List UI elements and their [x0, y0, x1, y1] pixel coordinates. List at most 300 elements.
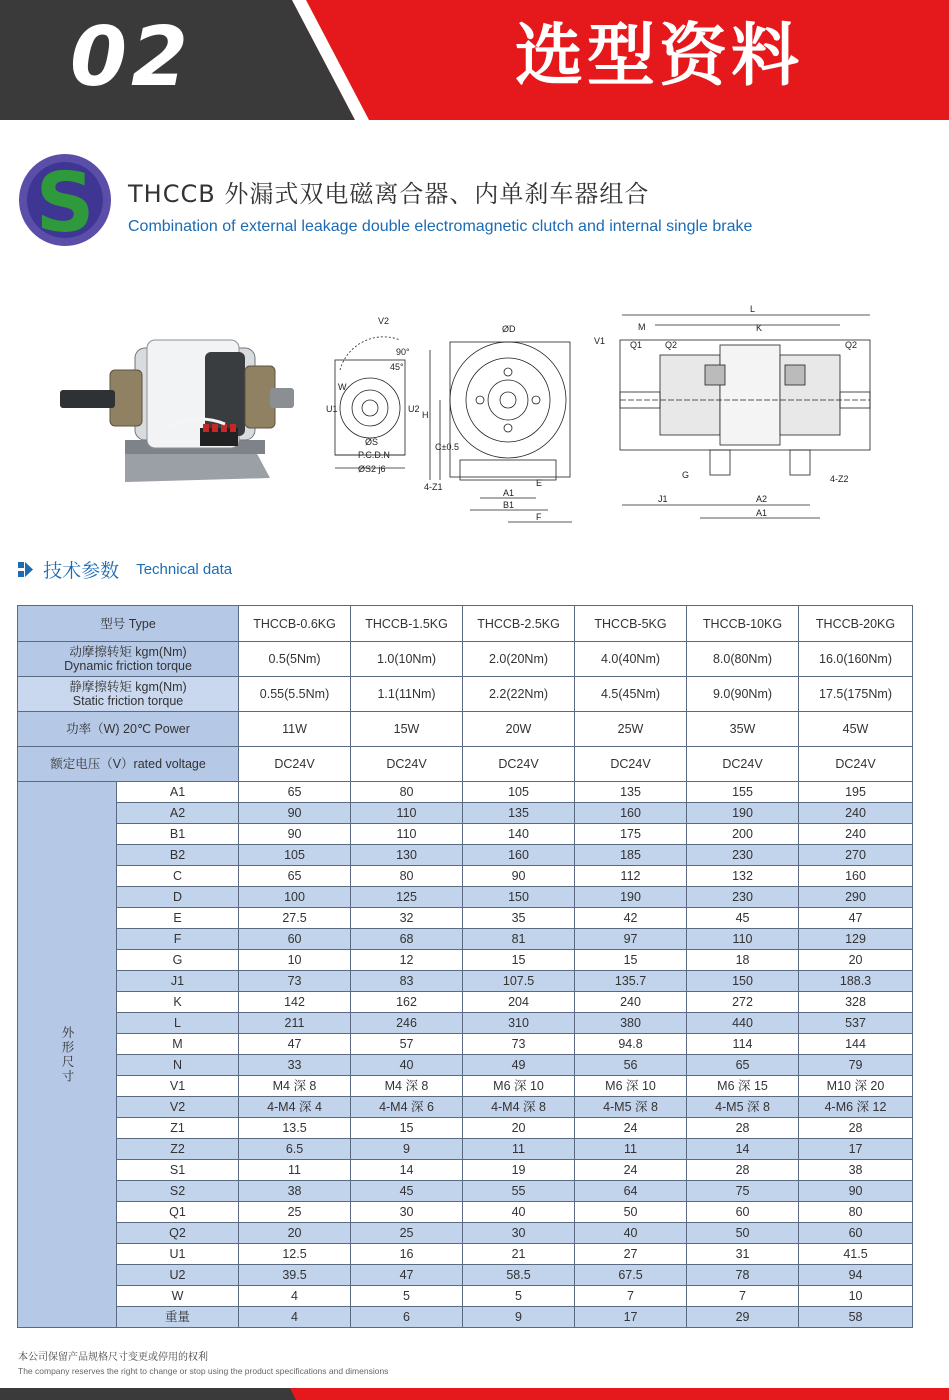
dimension-value-cell: 90	[799, 1181, 913, 1202]
dimension-value-cell: 58.5	[463, 1265, 575, 1286]
row-label-line1: 动摩擦转矩 kgm(Nm)	[69, 645, 187, 659]
dimension-value-cell: 7	[575, 1286, 687, 1307]
dimension-value-cell: 204	[463, 992, 575, 1013]
dimension-value-cell: 60	[799, 1223, 913, 1244]
dimension-row	[18, 1118, 913, 1139]
dimension-value-cell: 4-M6 深 12	[799, 1097, 913, 1118]
dimension-value-cell: 328	[799, 992, 913, 1013]
dimension-value-cell: 83	[351, 971, 463, 992]
svg-text:G: G	[682, 470, 690, 480]
dimension-value-cell: M10 深 20	[799, 1076, 913, 1097]
dimension-value-cell: 65	[239, 866, 351, 887]
row-label-line2: Dynamic friction torque	[64, 659, 192, 673]
dimension-row	[18, 1097, 913, 1118]
product-title-en: Combination of external leakage double electromagnetic clutch and internal single brake	[128, 218, 753, 235]
dimension-value-cell: 185	[575, 845, 687, 866]
dimension-value-cell: 56	[575, 1055, 687, 1076]
dimension-value-cell: 65	[687, 1055, 799, 1076]
dimension-row	[18, 1160, 913, 1181]
dimension-value-cell: 20	[239, 1223, 351, 1244]
dimension-name-cell: J1	[117, 971, 239, 992]
dimension-value-cell: 90	[239, 824, 351, 845]
dimension-name-cell: D	[117, 887, 239, 908]
dimension-value-cell: 190	[687, 803, 799, 824]
dimension-value-cell: 80	[799, 1202, 913, 1223]
dimension-row	[18, 1076, 913, 1097]
dimension-row	[18, 1202, 913, 1223]
dimension-value-cell: 135.7	[575, 971, 687, 992]
dimension-value-cell: 40	[463, 1202, 575, 1223]
dimension-value-cell: 60	[239, 929, 351, 950]
svg-text:K: K	[756, 323, 763, 333]
table-row	[18, 677, 913, 712]
dimension-value-cell: 162	[351, 992, 463, 1013]
dimension-value-cell: 35	[463, 908, 575, 929]
svg-text:4-Z1: 4-Z1	[424, 482, 443, 492]
svg-text:V1: V1	[594, 336, 606, 346]
section-view-drawing	[594, 304, 870, 518]
dimension-value-cell: 129	[799, 929, 913, 950]
dimension-value-cell: 380	[575, 1013, 687, 1034]
svg-text:M: M	[638, 322, 646, 332]
dimension-value-cell: 310	[463, 1013, 575, 1034]
svg-text:C±0.5: C±0.5	[435, 442, 459, 452]
svg-text:L: L	[750, 304, 756, 314]
svg-text:A1: A1	[756, 508, 768, 518]
dimension-value-cell: 33	[239, 1055, 351, 1076]
dimension-value-cell: 150	[463, 887, 575, 908]
svg-text:4-Z2: 4-Z2	[830, 474, 849, 484]
value-cell: DC24V	[239, 747, 351, 782]
dimension-value-cell: 80	[351, 866, 463, 887]
dimension-value-cell: 155	[687, 782, 799, 803]
dimension-name-cell: U2	[117, 1265, 239, 1286]
dimension-value-cell: 135	[463, 803, 575, 824]
dimension-name-cell: C	[117, 866, 239, 887]
value-cell: 15W	[351, 712, 463, 747]
dimension-value-cell: 39.5	[239, 1265, 351, 1286]
value-cell: 1.0(10Nm)	[351, 642, 463, 677]
table-row	[18, 747, 913, 782]
dimension-value-cell: 6	[351, 1307, 463, 1328]
dimension-value-cell: 75	[687, 1181, 799, 1202]
dimension-value-cell: 94	[799, 1265, 913, 1286]
dimension-value-cell: 112	[575, 866, 687, 887]
svg-text:Q2: Q2	[845, 340, 858, 350]
dimension-value-cell: 7	[687, 1286, 799, 1307]
dimension-name-cell: Q2	[117, 1223, 239, 1244]
disclaimer-cn: 本公司保留产品规格尺寸变更或停用的权利	[18, 1352, 208, 1363]
dimension-value-cell: 81	[463, 929, 575, 950]
dimension-row	[18, 1055, 913, 1076]
table-row	[18, 642, 913, 677]
dimension-value-cell: M4 深 8	[351, 1076, 463, 1097]
dimension-value-cell: 12.5	[239, 1244, 351, 1265]
dimension-value-cell: 110	[687, 929, 799, 950]
value-cell: 25W	[575, 712, 687, 747]
dimension-row	[18, 1034, 913, 1055]
dimension-value-cell: 25	[351, 1223, 463, 1244]
dimension-value-cell: 270	[799, 845, 913, 866]
dimension-value-cell: 100	[239, 887, 351, 908]
svg-text:F: F	[536, 512, 542, 522]
value-cell: 17.5(175Nm)	[799, 677, 913, 712]
svg-text:S: S	[35, 156, 95, 247]
dimension-value-cell: 10	[239, 950, 351, 971]
section-title-en: Technical data	[136, 561, 233, 578]
dimension-value-cell: 290	[799, 887, 913, 908]
value-cell: 0.5(5Nm)	[239, 642, 351, 677]
row-label-line1: 静摩擦转矩 kgm(Nm)	[69, 680, 187, 694]
dimension-name-cell: Z2	[117, 1139, 239, 1160]
dimension-row	[18, 866, 913, 887]
banner-title: 选型资料	[515, 17, 804, 96]
dimension-value-cell: 5	[463, 1286, 575, 1307]
dimension-row	[18, 1286, 913, 1307]
model-header-cell: THCCB-5KG	[575, 606, 687, 642]
dimension-value-cell: 9	[463, 1307, 575, 1328]
dimension-value-cell: 13.5	[239, 1118, 351, 1139]
table-row	[18, 712, 913, 747]
dimension-name-cell: S2	[117, 1181, 239, 1202]
value-cell: 4.5(45Nm)	[575, 677, 687, 712]
dimension-value-cell: 195	[799, 782, 913, 803]
dimension-value-cell: 4-M4 深 8	[463, 1097, 575, 1118]
dimension-value-cell: 17	[575, 1307, 687, 1328]
svg-text:A1: A1	[503, 488, 515, 498]
row-label-line2: Static friction torque	[72, 694, 184, 708]
dimension-value-cell: 73	[239, 971, 351, 992]
model-header-cell: THCCB-1.5KG	[351, 606, 463, 642]
dimension-value-cell: 144	[799, 1034, 913, 1055]
dimension-value-cell: 230	[687, 887, 799, 908]
front-view-drawing	[422, 324, 572, 522]
dimension-value-cell: 211	[239, 1013, 351, 1034]
dimension-row	[18, 971, 913, 992]
dimension-value-cell: 30	[351, 1202, 463, 1223]
dimension-name-cell: V2	[117, 1097, 239, 1118]
table-header-row	[18, 606, 913, 642]
dimension-value-cell: 73	[463, 1034, 575, 1055]
value-cell: 20W	[463, 712, 575, 747]
row-label-cell	[18, 712, 239, 747]
dimension-row	[18, 1139, 913, 1160]
dimension-value-cell: 40	[351, 1055, 463, 1076]
dimension-value-cell: 45	[351, 1181, 463, 1202]
dimension-value-cell: 10	[799, 1286, 913, 1307]
row-label-line1: 功率（W) 20℃ Power	[66, 722, 190, 736]
dimension-value-cell: 272	[687, 992, 799, 1013]
dimension-value-cell: 30	[463, 1223, 575, 1244]
dimension-row	[18, 992, 913, 1013]
value-cell: 2.0(20Nm)	[463, 642, 575, 677]
company-logo	[18, 153, 112, 247]
dimension-row	[18, 782, 913, 803]
dimension-value-cell: 140	[463, 824, 575, 845]
dimension-value-cell: 50	[575, 1202, 687, 1223]
dimension-value-cell: 4-M4 深 4	[239, 1097, 351, 1118]
dimension-value-cell: 20	[463, 1118, 575, 1139]
dimension-value-cell: 4-M4 深 6	[351, 1097, 463, 1118]
dimension-value-cell: 188.3	[799, 971, 913, 992]
dimension-value-cell: 240	[575, 992, 687, 1013]
dimension-row	[18, 845, 913, 866]
dimension-value-cell: 28	[799, 1118, 913, 1139]
dimension-row	[18, 908, 913, 929]
dimension-value-cell: 11	[575, 1139, 687, 1160]
dimension-name-cell: G	[117, 950, 239, 971]
dimension-value-cell: 32	[351, 908, 463, 929]
dimension-name-cell: M	[117, 1034, 239, 1055]
dimension-name-cell: B1	[117, 824, 239, 845]
value-cell: DC24V	[463, 747, 575, 782]
svg-text:Q2: Q2	[665, 340, 678, 350]
value-cell: 4.0(40Nm)	[575, 642, 687, 677]
svg-text:ØS2 j6: ØS2 j6	[358, 464, 386, 474]
value-cell: DC24V	[351, 747, 463, 782]
dimension-value-cell: 9	[351, 1139, 463, 1160]
dimension-value-cell: 14	[687, 1139, 799, 1160]
dimension-name-cell: S1	[117, 1160, 239, 1181]
dimension-value-cell: 28	[687, 1160, 799, 1181]
product-photo	[55, 300, 310, 490]
dimension-value-cell: 6.5	[239, 1139, 351, 1160]
dimension-value-cell: 107.5	[463, 971, 575, 992]
dimension-value-cell: 47	[799, 908, 913, 929]
dimension-value-cell: 110	[351, 803, 463, 824]
model-header-cell: THCCB-2.5KG	[463, 606, 575, 642]
dimension-value-cell: 40	[575, 1223, 687, 1244]
dimension-value-cell: 45	[687, 908, 799, 929]
svg-text:H: H	[422, 410, 429, 420]
dimension-value-cell: 79	[799, 1055, 913, 1076]
dimension-name-cell: E	[117, 908, 239, 929]
dimension-row	[18, 1223, 913, 1244]
section-marker-icon	[18, 560, 34, 580]
dimension-value-cell: 78	[687, 1265, 799, 1286]
dimension-value-cell: 160	[463, 845, 575, 866]
dimension-name-cell: F	[117, 929, 239, 950]
dimension-row	[18, 950, 913, 971]
svg-text:A2: A2	[756, 494, 768, 504]
dimension-row	[18, 929, 913, 950]
dimension-value-cell: M6 深 10	[575, 1076, 687, 1097]
side-view-drawing	[326, 316, 420, 474]
dimension-value-cell: 114	[687, 1034, 799, 1055]
row-label-cell	[18, 642, 239, 677]
dimension-value-cell: 15	[351, 1118, 463, 1139]
dimension-value-cell: 49	[463, 1055, 575, 1076]
product-title-cn: THCCB 外漏式双电磁离合器、内单刹车器组合	[128, 180, 650, 208]
dimension-value-cell: 4-M5 深 8	[687, 1097, 799, 1118]
dimension-row	[18, 824, 913, 845]
dimension-name-cell: 重量	[117, 1307, 239, 1328]
dimension-name-cell: V1	[117, 1076, 239, 1097]
dimension-value-cell: 58	[799, 1307, 913, 1328]
dimension-value-cell: 18	[687, 950, 799, 971]
value-cell: DC24V	[799, 747, 913, 782]
dimension-name-cell: B2	[117, 845, 239, 866]
value-cell: 2.2(22Nm)	[463, 677, 575, 712]
dimension-value-cell: M6 深 10	[463, 1076, 575, 1097]
dimension-value-cell: 31	[687, 1244, 799, 1265]
dimension-value-cell: 125	[351, 887, 463, 908]
dimension-row	[18, 803, 913, 824]
dimension-value-cell: 4	[239, 1307, 351, 1328]
value-cell: 9.0(90Nm)	[687, 677, 799, 712]
svg-text:U1: U1	[326, 404, 338, 414]
dimension-row	[18, 1244, 913, 1265]
model-header-cell: THCCB-0.6KG	[239, 606, 351, 642]
row-label-cell	[18, 747, 239, 782]
dimension-value-cell: 160	[575, 803, 687, 824]
dimension-value-cell: 60	[687, 1202, 799, 1223]
dimension-name-cell: U1	[117, 1244, 239, 1265]
dimension-value-cell: 27	[575, 1244, 687, 1265]
svg-text:V2: V2	[378, 316, 390, 326]
dimension-value-cell: 160	[799, 866, 913, 887]
technical-drawing	[320, 300, 880, 535]
dimension-value-cell: 21	[463, 1244, 575, 1265]
dimension-row	[18, 1265, 913, 1286]
section-title-cn: 技术参数	[43, 560, 120, 582]
dimension-value-cell: 80	[351, 782, 463, 803]
dimension-value-cell: 67.5	[575, 1265, 687, 1286]
value-cell: 35W	[687, 712, 799, 747]
svg-text:W: W	[338, 382, 347, 392]
dimension-value-cell: 25	[239, 1202, 351, 1223]
dimension-value-cell: 29	[687, 1307, 799, 1328]
svg-text:ØD: ØD	[502, 324, 516, 334]
footer-bar	[0, 1388, 949, 1400]
top-banner	[0, 0, 949, 120]
dimension-value-cell: 12	[351, 950, 463, 971]
dimension-value-cell: 11	[239, 1160, 351, 1181]
dimension-value-cell: 110	[351, 824, 463, 845]
type-header-cell: 型号 Type	[18, 606, 239, 642]
svg-text:U2: U2	[408, 404, 420, 414]
dimension-row	[18, 1307, 913, 1328]
dimension-value-cell: 230	[687, 845, 799, 866]
value-cell: 11W	[239, 712, 351, 747]
svg-text:90°: 90°	[396, 347, 410, 357]
dimension-value-cell: 38	[239, 1181, 351, 1202]
dimension-value-cell: 90	[463, 866, 575, 887]
dimension-value-cell: 105	[463, 782, 575, 803]
disclaimer-en: The company reserves the right to change or stop using the product specifications and dimensions	[18, 1366, 389, 1376]
dimension-value-cell: 47	[351, 1265, 463, 1286]
dimension-value-cell: 4-M5 深 8	[575, 1097, 687, 1118]
dimension-value-cell: 15	[575, 950, 687, 971]
dimension-value-cell: 175	[575, 824, 687, 845]
dimension-value-cell: 24	[575, 1118, 687, 1139]
dimension-value-cell: 135	[575, 782, 687, 803]
svg-text:E: E	[536, 478, 543, 488]
value-cell: 16.0(160Nm)	[799, 642, 913, 677]
dimension-value-cell: M4 深 8	[239, 1076, 351, 1097]
dimension-value-cell: 19	[463, 1160, 575, 1181]
dimension-value-cell: 142	[239, 992, 351, 1013]
dimension-value-cell: M6 深 15	[687, 1076, 799, 1097]
dimension-value-cell: 28	[687, 1118, 799, 1139]
section-number: 02	[70, 10, 193, 105]
dimension-value-cell: 150	[687, 971, 799, 992]
dimension-value-cell: 50	[687, 1223, 799, 1244]
row-label-line1: 额定电压（V）rated voltage	[50, 757, 206, 771]
dimension-value-cell: 246	[351, 1013, 463, 1034]
dimension-value-cell: 14	[351, 1160, 463, 1181]
dimension-value-cell: 65	[239, 782, 351, 803]
dimension-row	[18, 887, 913, 908]
dimension-value-cell: 130	[351, 845, 463, 866]
dimension-value-cell: 190	[575, 887, 687, 908]
svg-text:45°: 45°	[390, 362, 404, 372]
dimension-row	[18, 1181, 913, 1202]
value-cell: DC24V	[575, 747, 687, 782]
dimension-value-cell: 537	[799, 1013, 913, 1034]
dimension-value-cell: 38	[799, 1160, 913, 1181]
dimension-value-cell: 90	[239, 803, 351, 824]
value-cell: 45W	[799, 712, 913, 747]
dimension-group-label: 外形尺寸	[18, 782, 117, 1328]
dimension-value-cell: 94.8	[575, 1034, 687, 1055]
spec-table	[17, 605, 913, 1328]
dimension-name-cell: W	[117, 1286, 239, 1307]
dimension-value-cell: 20	[799, 950, 913, 971]
model-header-cell: THCCB-10KG	[687, 606, 799, 642]
svg-text:ØS: ØS	[365, 437, 379, 447]
dimension-value-cell: 16	[351, 1244, 463, 1265]
dimension-value-cell: 440	[687, 1013, 799, 1034]
row-label-cell	[18, 677, 239, 712]
technical-data-heading	[18, 556, 232, 586]
dimension-value-cell: 47	[239, 1034, 351, 1055]
svg-text:J1: J1	[658, 494, 668, 504]
dimension-name-cell: L	[117, 1013, 239, 1034]
value-cell: 0.55(5.5Nm)	[239, 677, 351, 712]
value-cell: DC24V	[687, 747, 799, 782]
dimension-name-cell: N	[117, 1055, 239, 1076]
dimension-value-cell: 41.5	[799, 1244, 913, 1265]
dimension-value-cell: 15	[463, 950, 575, 971]
dimension-value-cell: 240	[799, 824, 913, 845]
dimension-value-cell: 105	[239, 845, 351, 866]
dimension-value-cell: 5	[351, 1286, 463, 1307]
dimension-value-cell: 97	[575, 929, 687, 950]
dimension-value-cell: 64	[575, 1181, 687, 1202]
dimension-name-cell: K	[117, 992, 239, 1013]
dimension-name-cell: A2	[117, 803, 239, 824]
svg-text:P.C.D.N: P.C.D.N	[358, 450, 390, 460]
model-header-cell: THCCB-20KG	[799, 606, 913, 642]
value-cell: 1.1(11Nm)	[351, 677, 463, 712]
dimension-value-cell: 68	[351, 929, 463, 950]
dimension-value-cell: 27.5	[239, 908, 351, 929]
dimension-value-cell: 200	[687, 824, 799, 845]
dimension-value-cell: 4	[239, 1286, 351, 1307]
dimension-name-cell: Z1	[117, 1118, 239, 1139]
dimension-row	[18, 1013, 913, 1034]
dimension-value-cell: 42	[575, 908, 687, 929]
dimension-value-cell: 240	[799, 803, 913, 824]
dimension-name-cell: A1	[117, 782, 239, 803]
dimension-value-cell: 24	[575, 1160, 687, 1181]
dimension-value-cell: 11	[463, 1139, 575, 1160]
svg-text:B1: B1	[503, 500, 515, 510]
dimension-value-cell: 132	[687, 866, 799, 887]
dimension-name-cell: Q1	[117, 1202, 239, 1223]
dimension-value-cell: 57	[351, 1034, 463, 1055]
